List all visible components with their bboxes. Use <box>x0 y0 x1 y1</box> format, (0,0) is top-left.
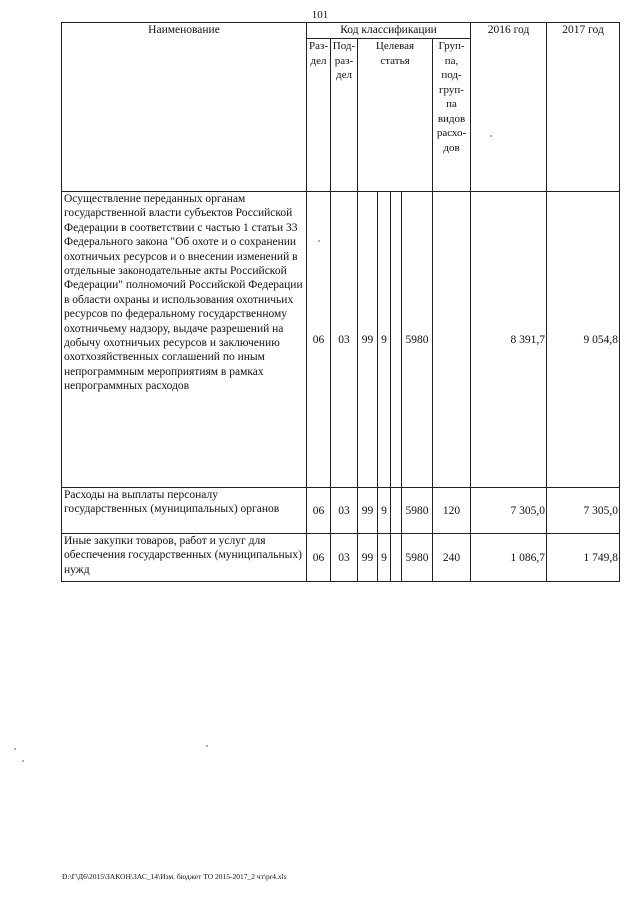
scan-speck <box>14 748 16 750</box>
row-group: 240 <box>433 534 471 582</box>
row-target-b: 9 <box>378 534 391 582</box>
row-target-c <box>391 534 402 582</box>
row-subsection: 03 <box>331 192 358 488</box>
row-target-d: 5980 <box>402 192 433 488</box>
page-number: 101 <box>311 9 329 21</box>
row-target-d: 5980 <box>402 488 433 534</box>
table-row <box>62 192 620 488</box>
budget-table <box>61 22 620 582</box>
row-target-d: 5980 <box>402 534 433 582</box>
row-target-a: 99 <box>358 192 378 488</box>
table-row <box>62 534 620 582</box>
row-target-a: 99 <box>358 488 378 534</box>
row-section: 06 <box>307 488 331 534</box>
row-amount-2016: 8 391,7 <box>471 192 547 488</box>
table-row <box>62 488 620 534</box>
footer-file-path: D:\Г\Д6\2015\ЗАКОН\ЗАС_14\Изм. бюджет ТО 2015-2017_2 чт\pr4.xls <box>62 872 287 881</box>
scan-speck <box>490 135 492 137</box>
column-header-2017: 2017 год <box>547 23 620 192</box>
header-row-top <box>62 23 620 39</box>
row-amount-2017: 9 054,8 <box>547 192 620 488</box>
scan-speck <box>318 240 320 242</box>
row-name: Иные закупки товаров, работ и услуг для обеспечения государственных (муниципальных) нужд <box>62 534 307 582</box>
row-target-c <box>391 488 402 534</box>
column-header-expense-group: Груп- па, под- груп- па видов расхо- дов <box>433 39 471 192</box>
column-header-subsection: Под- раз- дел <box>331 39 358 192</box>
row-amount-2016: 1 086,7 <box>471 534 547 582</box>
row-section: 06 <box>307 534 331 582</box>
row-amount-2017: 7 305,0 <box>547 488 620 534</box>
scan-speck <box>206 745 208 747</box>
row-name: Осуществление переданных органам государственной власти субъектов Российской Федерации в соответствии с частью 1 статьи 33 Федерального закона "Об охоте и о сохранении охотничьих ресурсов и о внесении изменений в отдельные законодательные акты Российской Федерации" полномочий Российской Федерации в области охраны и использования охотничьих ресурсов по федеральному государственному охотничьему надзору, выдаче разрешений на добычу охотничьих ресурсов и заключению охотхозяйственных соглашений по иным непрограммным мероприятиям в рамках непрограммных расходов <box>62 192 307 488</box>
row-amount-2016: 7 305,0 <box>471 488 547 534</box>
column-header-target-article: Целевая статья <box>358 39 433 192</box>
column-header-2016: 2016 год <box>471 23 547 192</box>
row-amount-2017: 1 749,8 <box>547 534 620 582</box>
row-target-b: 9 <box>378 192 391 488</box>
column-header-classification: Код классификации <box>307 23 471 39</box>
column-header-name: Наименование <box>62 23 307 192</box>
row-target-a: 99 <box>358 534 378 582</box>
row-group: 120 <box>433 488 471 534</box>
row-subsection: 03 <box>331 488 358 534</box>
row-target-c <box>391 192 402 488</box>
row-target-b: 9 <box>378 488 391 534</box>
row-group <box>433 192 471 488</box>
column-header-section: Раз- дел <box>307 39 331 192</box>
row-subsection: 03 <box>331 534 358 582</box>
row-name: Расходы на выплаты персоналу государственных (муниципальных) органов <box>62 488 307 534</box>
row-section: 06 <box>307 192 331 488</box>
scan-speck <box>22 760 24 762</box>
